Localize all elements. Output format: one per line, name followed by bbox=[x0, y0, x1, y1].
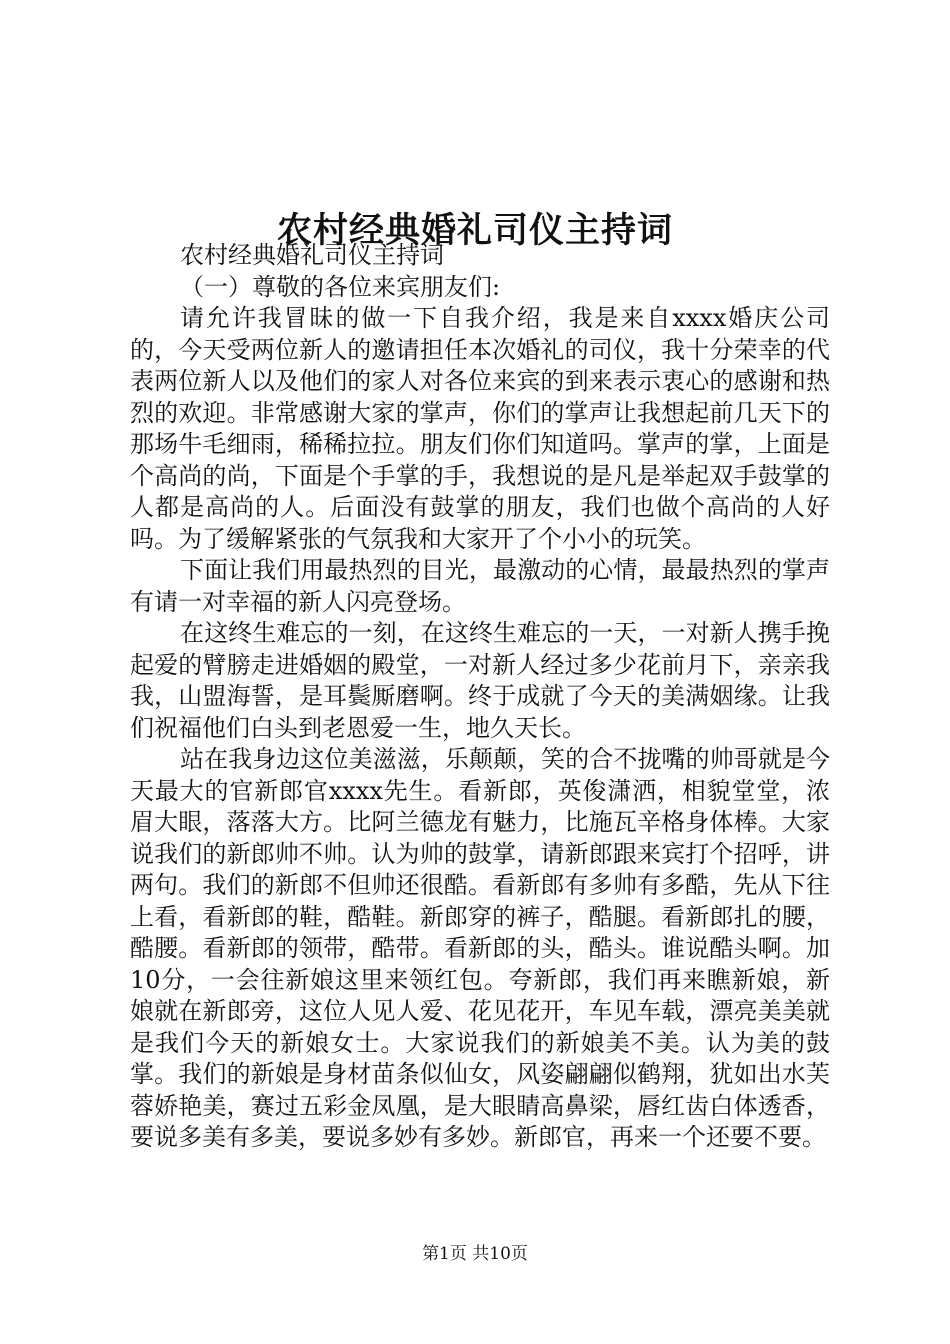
body-paragraph: 请允许我冒昧的做一下自我介绍，我是来自xxxx婚庆公司的，今天受两位新人的邀请担任本次婚礼的司仪，我十分荣幸的代表两位新人以及他们的家人对各位来宾的到来表示衷心的感谢和热烈的欢迎。非常感谢大家的掌声，你们的掌声让我想起前几天下的那场牛毛细雨，稀稀拉拉。朋友们你们知道吗。掌声的掌，上面是个高尚的尚，下面是个手掌的手，我想说的是凡是举起双手鼓掌的人都是高尚的人。后面没有鼓掌的朋友，我们也做个高尚的人好吗。为了缓解紧张的气氛我和大家开了个小小的玩笑。 bbox=[130, 304, 830, 553]
document-body bbox=[130, 240, 830, 1154]
document-title: 农村经典婚礼司仪主持词 bbox=[276, 210, 673, 252]
body-paragraph: 在这终生难忘的一刻，在这终生难忘的一天，一对新人携手挽起爱的臂膀走进婚姻的殿堂，一对新人经过多少花前月下，亲亲我我，山盟海誓，是耳鬓厮磨啊。终于成就了今天的美满姻缘。让我们祝福他们白头到老恩爱一生，地久天长。 bbox=[130, 619, 830, 742]
body-paragraph: 下面让我们用最热烈的目光，最激动的心情，最最热烈的掌声有请一对幸福的新人闪亮登场。 bbox=[130, 556, 830, 616]
page-number-footer: 第1页 共10页 bbox=[422, 1244, 528, 1264]
subtitle-paragraph: 农村经典婚礼司仪主持词 bbox=[180, 241, 444, 269]
salutation-paragraph: （一）尊敬的各位来宾朋友们: bbox=[180, 272, 501, 301]
body-paragraph: 站在我身边这位美滋滋，乐颠颠，笑的合不拢嘴的帅哥就是今天最大的官新郎官xxxx先生。看新郎，英俊潇洒，相貌堂堂，浓眉大眼，落落大方。比阿兰德龙有魅力，比施瓦辛格身体棒。大家说我们的新郎帅不帅。认为帅的鼓掌，请新郎跟来宾打个招呼，讲两句。我们的新郎不但帅还很酷。看新郎有多帅有多酷，先从下往上看，看新郎的鞋，酷鞋。新郎穿的裤子，酷腿。看新郎扎的腰，酷腰。看新郎的领带，酷带。看新郎的头，酷头。谁说酷头啊。加10分，一会往新娘这里来领红包。夸新郎，我们再来瞧新娘，新娘就在新郎旁，这位人见人爱、花见花开，车见车载，漂亮美美就是我们今天的新娘女士。大家说我们的新娘美不美。认为美的鼓掌。我们的新娘是身材苗条似仙女，风姿翩翩似鹤翔，犹如出水芙蓉娇艳美，赛过五彩金凤凰，是大眼睛高鼻梁，唇红齿白体透香，要说多美有多美，要说多妙有多妙。新郎官，再来一个还要不要。 bbox=[130, 745, 830, 1151]
